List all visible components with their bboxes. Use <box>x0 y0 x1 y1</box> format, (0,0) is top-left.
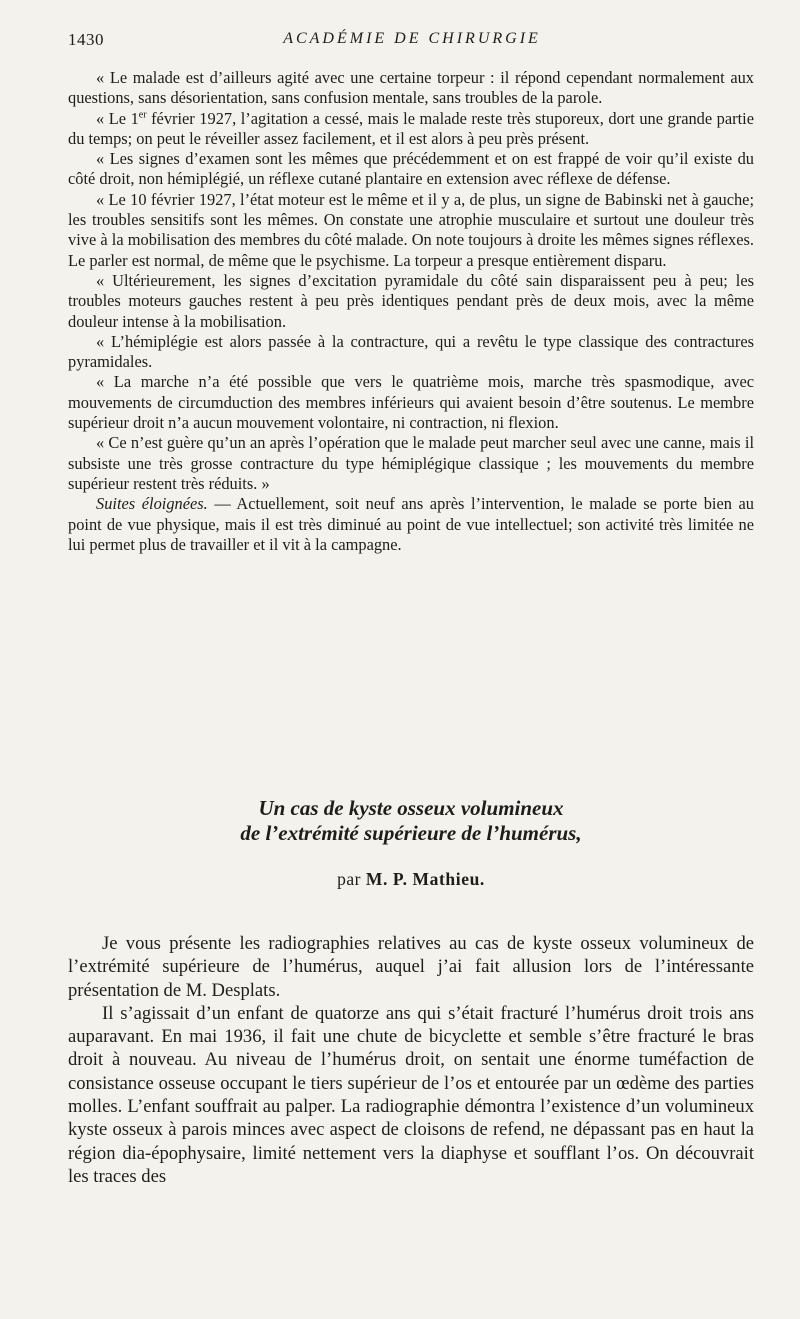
paragraph: « Ce n’est guère qu’un an après l’opération que le malade peut marcher seul avec une canne, mais il subsiste une très grosse contracture du type hémiplégique classique ; les mouvements du membre supérieur restent très réduits. » <box>68 433 754 493</box>
article-title-line: de l’extrémité supérieure de l’humérus, <box>240 821 582 845</box>
paragraph: « Le malade est d’ailleurs agité avec une certaine torpeur : il répond cependant normalement aux questions, sans désorientation, sans confusion mentale, sans troubles de la parole. <box>68 68 754 108</box>
article-body <box>68 932 754 1188</box>
byline <box>68 869 754 890</box>
paragraph: « Le 1er février 1927, l’agitation a cessé, mais le malade reste très stuporeux, dort une grande partie du temps; on peut le réveiller assez facilement, et il est alors à peu près présent. <box>68 108 754 148</box>
paragraph: « Les signes d’examen sont les mêmes que précédemment et on est frappé de voir qu’il existe du côté droit, non hémiplégié, un réflexe cutané plantaire en extension avec réflexe de défense. <box>68 149 754 189</box>
superscript: er <box>138 109 147 121</box>
paragraph: « La marche n’a été possible que vers le quatrième mois, marche très spasmodique, avec mouvements de circumduction des membres inférieurs qui avaient besoin d’être soutenus. Le membre supérieur droit n’a aucun mouvement volontaire, ni contraction, ni flexion. <box>68 372 754 433</box>
paragraph: « Le 10 février 1927, l’état moteur est le même et il y a, de plus, un signe de Babinski net à gauche; les troubles sensitifs sont les mêmes. On constate une atrophie musculaire et surtout une douleur très vive à la mobilisation des membres du côté malade. On note toujours à droite les mêmes signes réflexes. Le parler est normal, de même que le psychisme. La torpeur a presque entièrement disparu. <box>68 189 754 270</box>
paragraph: Je vous présente les radiographies relatives au cas de kyste osseux volumineux de l’extrémité supérieure de l’humérus, auquel j’ai fait allusion lors de l’intéressante présentation de M. Desplats. <box>68 933 754 1001</box>
paragraph: « Ultérieurement, les signes d’excitation pyramidale du côté sain disparaissent peu à peu; les troubles moteurs gauches restent à peu près identiques pendant près de deux mois, avec la même douleur intense à la mobilisation. <box>68 270 754 331</box>
byline-prefix: par <box>337 869 361 889</box>
author-name: M. P. Mathieu. <box>365 869 485 889</box>
paragraph: Il s’agissait d’un enfant de quatorze ans qui s’était fracturé l’humérus droit trois ans auparavant. En mai 1936, il fait une chute de bicyclette et semble s’être fracturé le bras droit à nouveau. Au niveau de l’humérus droit, on sentait une énorme tuméfaction de consistance osseuse occupant le tiers supérieur de l’os et entourée par un œdème des parties molles. L’enfant souffrait au palper. La radiographie démontra l’existence d’un volumineux kyste osseux à parois minces avec aspect de cloisons de refend, ne dépassant pas en haut la région dia-épophysaire, limité nettement vers la diaphyse et soufflant l’os. On découvrait les traces des <box>68 1002 754 1187</box>
paragraph: Suites éloignées. — Actuellement, soit neuf ans après l’intervention, le malade se porte bien au point de vue physique, mais il est très diminué au point de vue intellectuel; son activité très limitée ne lui permet plus de travailler et il vit à la campagne. <box>68 494 754 554</box>
running-title: ACADÉMIE DE CHIRURGIE <box>283 30 541 47</box>
article-title-line: Un cas de kyste osseux volumineux <box>258 796 564 820</box>
page-header <box>68 30 756 52</box>
article-title <box>68 796 754 846</box>
case-report-continuation <box>68 68 754 555</box>
page-number: 1430 <box>68 30 104 49</box>
section-label: Suites éloignées. <box>96 494 208 514</box>
paragraph: « L’hémiplégie est alors passée à la contracture, qui a revêtu le type classique des contractures pyramidales. <box>68 331 754 372</box>
